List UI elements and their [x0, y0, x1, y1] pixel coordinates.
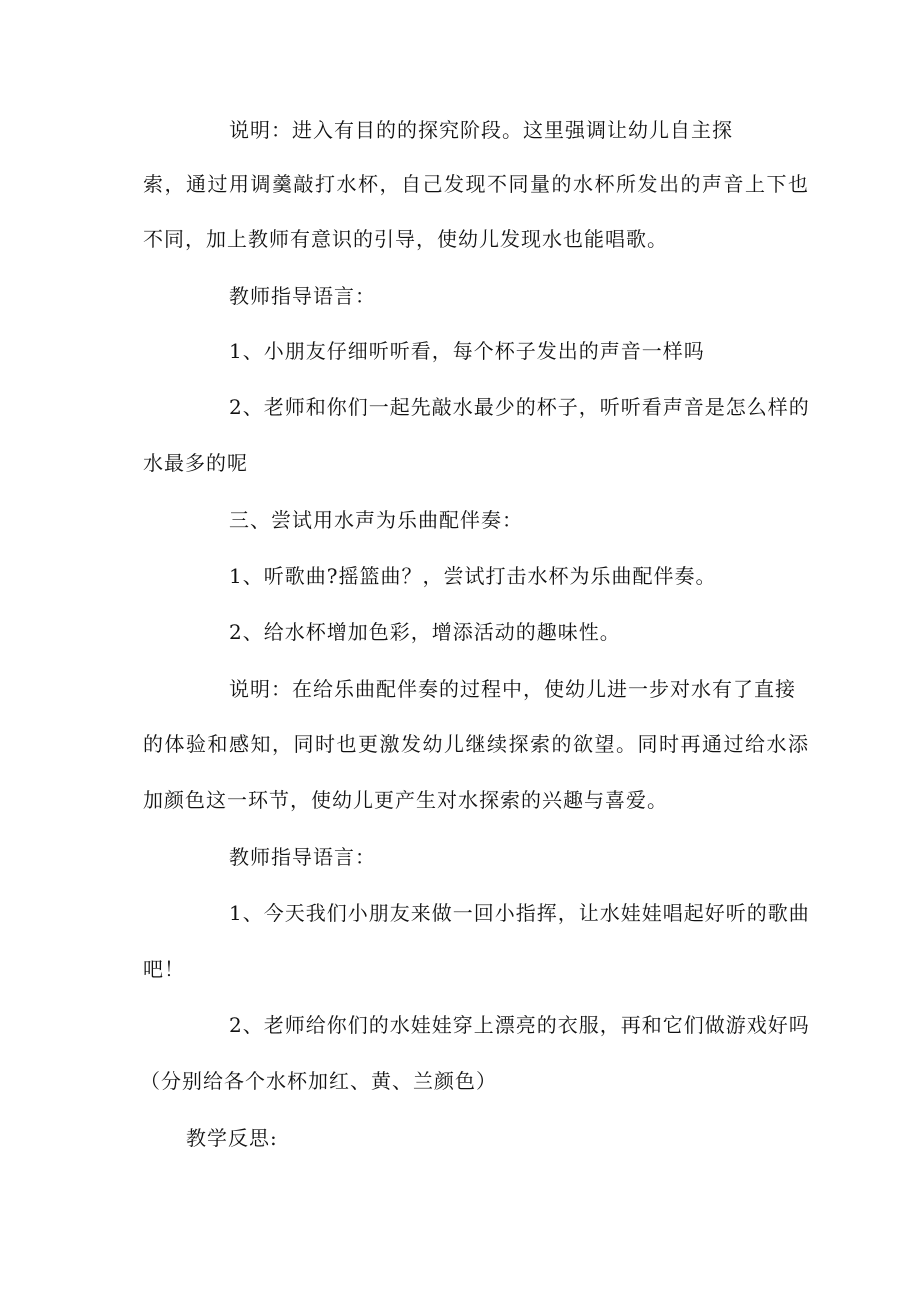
list-item: 2、老师给你们的水娃娃穿上漂亮的衣服，再和它们做游戏好吗 [229, 1013, 810, 1037]
paragraph-line: 吧！ [143, 957, 185, 981]
section-heading: 三、尝试用水声为乐曲配伴奏： [229, 508, 523, 532]
paragraph-line: 说明：在给乐曲配伴奏的过程中，使幼儿进一步对水有了直接 [229, 677, 796, 701]
list-item: 1、听歌曲?摇篮曲？，尝试打击水杯为乐曲配伴奏。 [229, 564, 717, 588]
paragraph-line: 水最多的呢 [143, 451, 248, 475]
paragraph-line: 加颜色这一环节，使幼儿更产生对水探索的兴趣与喜爱。 [143, 788, 668, 812]
section-label: 教师指导语言： [229, 845, 376, 869]
paragraph-line: （分别给各个水杯加红、黄、兰颜色） [140, 1069, 497, 1093]
paragraph-line: 不同，加上教师有意识的引导，使幼儿发现水也能唱歌。 [143, 227, 668, 251]
list-item: 1、小朋友仔细听听看，每个杯子发出的声音一样吗 [229, 339, 705, 363]
paragraph-line: 说明：进入有目的的探究阶段。这里强调让幼儿自主探 [229, 118, 733, 142]
list-item: 1、今天我们小朋友来做一回小指挥，让水娃娃唱起好听的歌曲 [229, 901, 810, 925]
list-item: 2、老师和你们一起先敲水最少的杯子，听听看声音是怎么样的 [229, 395, 810, 419]
paragraph-line: 的体验和感知，同时也更激发幼儿继续探索的欲望。同时再通过给水添 [143, 732, 810, 756]
list-item: 2、给水杯增加色彩，增添活动的趣味性。 [229, 620, 621, 644]
section-heading: 教学反思: [186, 1126, 278, 1150]
paragraph-line: 索，通过用调羹敲打水杯，自己发现不同量的水杯所发出的声音上下也 [143, 172, 810, 196]
section-label: 教师指导语言： [229, 284, 376, 308]
